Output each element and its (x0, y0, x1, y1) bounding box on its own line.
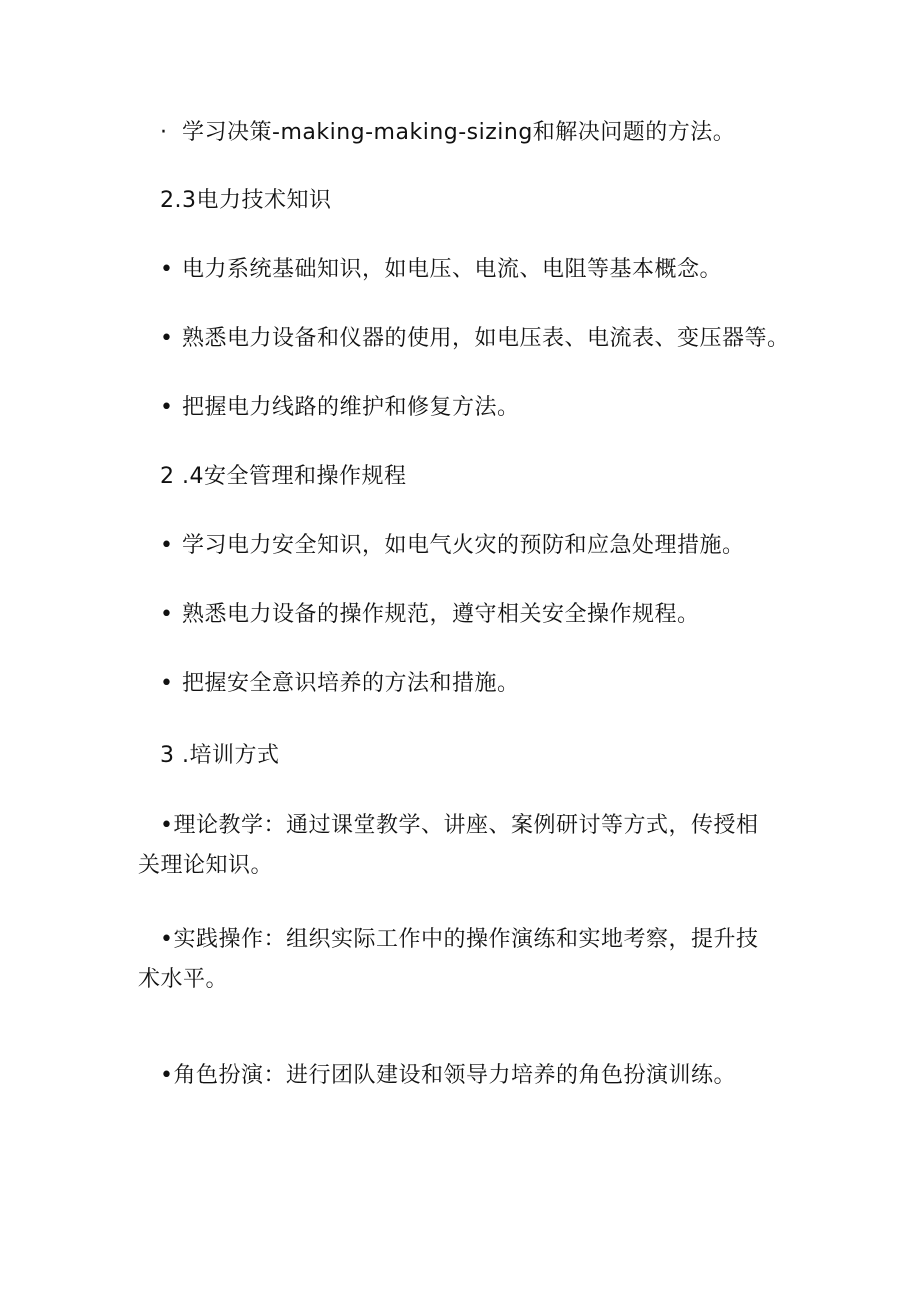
paragraph-theory-teaching (138, 806, 798, 886)
bullet-dot: • (160, 257, 174, 282)
paragraph-line: 关理论知识。 (138, 853, 274, 878)
bullet-item-line-maintenance (160, 393, 520, 423)
bullet-text: 熟悉电力设备的操作规范，遵守相关安全操作规程。 (182, 602, 700, 627)
bullet-text: 把握电力线路的维护和修复方法。 (182, 395, 520, 420)
bullet-text: 电力系统基础知识，如电压、电流、电阻等基本概念。 (182, 257, 723, 282)
bullet-dot: • (160, 671, 174, 696)
paragraph-role-play (138, 1056, 798, 1096)
bullet-dot: · (160, 120, 168, 145)
bullet-item-safety-knowledge (160, 531, 745, 561)
bullet-dot: • (160, 326, 174, 351)
bullet-dot: • (160, 602, 174, 627)
bullet-dot: • (160, 395, 174, 420)
paragraph-line: •角色扮演：进行团队建设和领导力培养的角色扮演训练。 (160, 1063, 736, 1088)
bullet-text: 学习电力安全知识，如电气火灾的预防和应急处理措施。 (182, 533, 745, 558)
section-heading-2-3: 2.3电力技术知识 (160, 188, 332, 213)
bullet-dot: • (160, 533, 174, 558)
paragraph-line: 术水平。 (138, 967, 229, 992)
paragraph-line: •理论教学：通过课堂教学、讲座、案例研讨等方式，传授相 (160, 813, 759, 838)
paragraph-practical-operation (138, 920, 798, 1000)
section-heading-3: 3 .培训方式 (160, 743, 280, 768)
bullet-text: 把握安全意识培养的方法和措施。 (182, 671, 520, 696)
section-heading-2-4: 2 .4安全管理和操作规程 (160, 464, 407, 489)
bullet-item-power-basics (160, 255, 722, 285)
bullet-text: 熟悉电力设备和仪器的使用，如电压表、电流表、变压器等。 (182, 326, 790, 351)
bullet-item-power-equipment (160, 324, 790, 354)
bullet-item-operation-norms (160, 600, 700, 630)
bullet-item-decision-making (160, 118, 735, 148)
bullet-text: 学习决策-making-making-sizing和解决问题的方法。 (182, 120, 736, 145)
paragraph-line: •实践操作：组织实际工作中的操作演练和实地考察，提升技 (160, 927, 759, 952)
bullet-item-safety-awareness (160, 669, 520, 699)
